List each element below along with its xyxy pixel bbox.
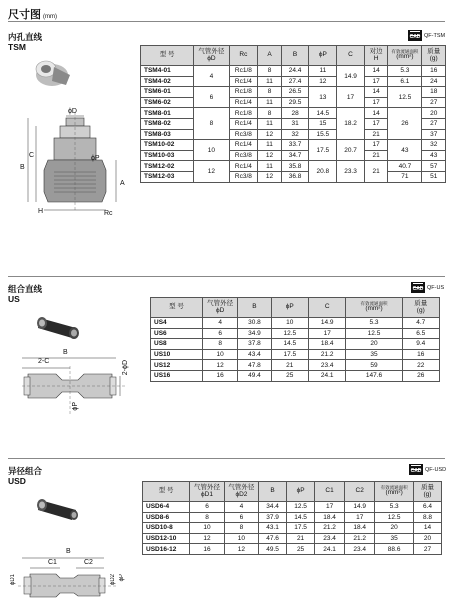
table-cell: Rc3/8 xyxy=(229,129,258,140)
model-cell: TSM4-02 xyxy=(141,76,194,87)
table-cell: 10 xyxy=(190,523,224,534)
table-cell: 6 xyxy=(194,87,229,108)
table-cell: 12.5 xyxy=(388,87,422,108)
tsm-title-cn: 内孔直线 xyxy=(8,32,43,42)
usd-dim-B: B xyxy=(66,548,71,555)
model-cell: TSM4-01 xyxy=(141,66,194,77)
table-cell: 10 xyxy=(194,140,229,161)
table-row xyxy=(141,171,446,182)
table-cell: 14.9 xyxy=(337,66,365,87)
table-cell: 26 xyxy=(402,370,439,381)
table-cell: 17 xyxy=(309,328,346,339)
table-header-row xyxy=(151,298,440,318)
table-cell: 43.4 xyxy=(238,349,271,360)
tsm-cad-label: QF-TSM xyxy=(424,32,446,39)
table-cell: 11 xyxy=(258,97,281,108)
table-cell: 31 xyxy=(281,118,309,129)
table-cell: 26.5 xyxy=(281,87,309,98)
table-cell: 27 xyxy=(413,544,441,555)
table-cell: 27.4 xyxy=(281,76,309,87)
table-cell: 33.7 xyxy=(281,140,309,151)
table-cell: 15 xyxy=(309,118,337,129)
table-cell: 34.7 xyxy=(281,150,309,161)
model-cell: US12 xyxy=(151,360,203,371)
model-cell: TSM6-02 xyxy=(141,97,194,108)
table-cell: 34.4 xyxy=(259,502,287,513)
model-cell: US8 xyxy=(151,339,203,350)
table-cell: 11 xyxy=(258,76,281,87)
table-row xyxy=(141,87,446,98)
table-cell: 25 xyxy=(287,544,315,555)
usd-table xyxy=(142,481,442,555)
tsm-dim-H: H xyxy=(38,208,44,215)
col-header: Rc xyxy=(229,46,258,66)
table-cell: 17 xyxy=(337,87,365,108)
table-row xyxy=(141,76,446,87)
table-cell: 21 xyxy=(364,161,387,182)
usd-cad-label: QF-USD xyxy=(425,466,447,473)
table-cell: 147.6 xyxy=(346,370,402,381)
table-cell: 20.7 xyxy=(337,140,365,161)
table-row xyxy=(143,533,442,544)
cad-icon: CAD xyxy=(411,282,425,293)
table-cell: 43.1 xyxy=(259,523,287,534)
table-cell: 47.6 xyxy=(259,533,287,544)
table-row xyxy=(151,339,440,350)
table-cell: 10 xyxy=(224,533,258,544)
table-cell: 28 xyxy=(281,108,309,119)
title-rule xyxy=(8,21,445,22)
col-header: ϕP xyxy=(309,46,337,66)
table-cell: 43 xyxy=(388,140,422,161)
section-rule-2 xyxy=(8,458,445,459)
table-cell: 18 xyxy=(422,87,446,98)
table-cell: 17.5 xyxy=(309,140,337,161)
col-header: B xyxy=(238,298,271,318)
table-cell: 21.2 xyxy=(309,349,346,360)
col-header: 有效流通面积 (mm²) xyxy=(375,482,414,502)
table-row xyxy=(151,370,440,381)
table-cell: 26 xyxy=(388,108,422,140)
col-header: 有效流通面积 (mm²) xyxy=(346,298,402,318)
table-cell: 5.3 xyxy=(375,502,414,513)
table-cell: 88.6 xyxy=(375,544,414,555)
usd-photo xyxy=(36,494,82,524)
table-cell: 12 xyxy=(258,150,281,161)
table-cell: Rc1/4 xyxy=(229,97,258,108)
table-cell: 21.2 xyxy=(345,533,375,544)
table-cell: 16 xyxy=(190,544,224,555)
model-cell: TSM12-03 xyxy=(141,171,194,182)
table-cell: 10 xyxy=(271,318,308,329)
table-cell: 6 xyxy=(224,512,258,523)
table-cell: 21 xyxy=(271,360,308,371)
us-dim-phiP: ϕP xyxy=(72,402,79,411)
model-cell: USD8-6 xyxy=(143,512,190,523)
table-cell: Rc3/8 xyxy=(229,150,258,161)
col-header: 型 号 xyxy=(151,298,203,318)
table-cell: 40.7 xyxy=(388,161,422,172)
table-cell: 59 xyxy=(346,360,402,371)
col-header: 型 号 xyxy=(141,46,194,66)
col-header: 气管外径 ϕD2 xyxy=(224,482,258,502)
tsm-dim-phiD: ϕD xyxy=(68,108,77,115)
table-row xyxy=(151,328,440,339)
table-cell: 23.4 xyxy=(345,544,375,555)
table-cell: 21 xyxy=(287,533,315,544)
model-cell: TSM10-03 xyxy=(141,150,194,161)
table-cell: 17 xyxy=(315,502,345,513)
table-cell: 24.4 xyxy=(281,66,309,77)
tsm-dim-C: C xyxy=(29,152,35,159)
table-cell: 21 xyxy=(364,150,387,161)
table-cell: 12 xyxy=(202,360,237,371)
table-cell: 18.4 xyxy=(309,339,346,350)
table-cell: 14.5 xyxy=(309,108,337,119)
tsm-dim-A: A xyxy=(120,180,125,187)
model-cell: USD10-8 xyxy=(143,523,190,534)
usd-title-en: USD xyxy=(8,476,26,486)
table-cell: 20 xyxy=(375,523,414,534)
table-cell: 8 xyxy=(190,512,224,523)
table-cell: 5.3 xyxy=(388,66,422,77)
table-cell: 35.8 xyxy=(281,161,309,172)
table-cell: 18.4 xyxy=(345,523,375,534)
table-cell: 14.5 xyxy=(287,512,315,523)
us-cad-label: QF-US xyxy=(427,284,445,291)
table-cell: 24 xyxy=(422,76,446,87)
table-cell: 6 xyxy=(190,502,224,513)
usd-dim-C1: C1 xyxy=(48,559,57,566)
tsm-table xyxy=(140,45,446,183)
model-cell: USD6-4 xyxy=(143,502,190,513)
col-header: ϕP xyxy=(271,298,308,318)
cad-icon: CAD xyxy=(409,464,423,475)
table-cell: 12 xyxy=(224,544,258,555)
us-table xyxy=(150,297,440,382)
table-row xyxy=(141,108,446,119)
us-dim-2phiD: 2-ϕD xyxy=(122,360,129,376)
table-cell: Rc1/4 xyxy=(229,140,258,151)
table-cell: 8.8 xyxy=(413,512,441,523)
table-cell: 36.8 xyxy=(281,171,309,182)
table-row xyxy=(141,140,446,151)
table-cell: 22 xyxy=(402,360,439,371)
table-cell: 37 xyxy=(422,129,446,140)
table-cell: 20 xyxy=(413,533,441,544)
table-cell: 10 xyxy=(202,349,237,360)
table-cell: 14 xyxy=(364,108,387,119)
page-unit: (mm) xyxy=(43,14,57,20)
table-cell: 20 xyxy=(422,108,446,119)
col-header: 对边 H xyxy=(364,46,387,66)
model-cell: US16 xyxy=(151,370,203,381)
table-cell: 43 xyxy=(422,150,446,161)
table-cell: 57 xyxy=(422,161,446,172)
table-cell: 12 xyxy=(258,171,281,182)
table-cell: Rc1/8 xyxy=(229,66,258,77)
table-cell: 14.9 xyxy=(345,502,375,513)
table-row xyxy=(151,318,440,329)
table-cell: 6.1 xyxy=(388,76,422,87)
col-header: 气管外径 ϕD xyxy=(194,46,229,66)
tsm-dim-phiP: ϕP xyxy=(91,155,100,162)
us-photo xyxy=(36,312,82,342)
table-cell: 24.1 xyxy=(309,370,346,381)
table-cell: 12.5 xyxy=(287,502,315,513)
table-cell: Rc3/8 xyxy=(229,171,258,182)
col-header: 有效流通面积 (mm²) xyxy=(388,46,422,66)
table-cell: 12.5 xyxy=(375,512,414,523)
table-cell: 15.5 xyxy=(309,129,337,140)
table-cell: Rc1/4 xyxy=(229,76,258,87)
col-header: 质量 (g) xyxy=(402,298,439,318)
col-header: 质量 (g) xyxy=(413,482,441,502)
table-cell: Rc1/4 xyxy=(229,118,258,129)
col-header: B xyxy=(281,46,309,66)
table-cell: 17.5 xyxy=(287,523,315,534)
table-cell: Rc1/4 xyxy=(229,161,258,172)
table-cell: 17 xyxy=(364,97,387,108)
table-row xyxy=(143,502,442,513)
table-cell: 21.2 xyxy=(315,523,345,534)
table-row xyxy=(143,544,442,555)
table-cell: 51 xyxy=(422,171,446,182)
tsm-photo xyxy=(32,55,76,93)
model-cell: US6 xyxy=(151,328,203,339)
us-title-cn: 组合直线 xyxy=(8,284,43,294)
table-cell: 16 xyxy=(402,349,439,360)
table-cell: 16 xyxy=(422,66,446,77)
table-row xyxy=(151,360,440,371)
table-cell: 11 xyxy=(309,66,337,77)
table-cell: 71 xyxy=(388,171,422,182)
table-cell: 11 xyxy=(258,161,281,172)
table-cell: 8 xyxy=(224,523,258,534)
model-cell: USD12-10 xyxy=(143,533,190,544)
section-rule-1 xyxy=(8,276,445,277)
table-cell: 29.5 xyxy=(281,97,309,108)
col-header: 质量 (g) xyxy=(422,46,446,66)
table-cell: 8 xyxy=(258,66,281,77)
table-cell: 12 xyxy=(190,533,224,544)
usd-dim-phiD1: ϕD1 xyxy=(10,574,16,586)
col-header: A xyxy=(258,46,281,66)
model-cell: TSM8-01 xyxy=(141,108,194,119)
table-cell: 30.8 xyxy=(238,318,271,329)
table-cell: 17 xyxy=(364,118,387,129)
model-cell: TSM8-03 xyxy=(141,129,194,140)
us-dim-B: B xyxy=(63,349,68,356)
table-cell: 37.9 xyxy=(259,512,287,523)
col-header: 气管外径 ϕD xyxy=(202,298,237,318)
table-cell: 18.4 xyxy=(315,512,345,523)
table-cell: 17 xyxy=(364,140,387,151)
usd-cad-badge[interactable] xyxy=(409,464,446,475)
table-cell: 20 xyxy=(346,339,402,350)
table-cell: 12 xyxy=(309,76,337,87)
table-cell: 25 xyxy=(271,370,308,381)
table-row xyxy=(151,349,440,360)
table-cell: 12.5 xyxy=(346,328,402,339)
table-cell: 17 xyxy=(364,76,387,87)
col-header: B xyxy=(259,482,287,502)
model-cell: TSM12-02 xyxy=(141,161,194,172)
tsm-cad-badge[interactable] xyxy=(408,30,445,41)
table-cell: 6 xyxy=(202,328,237,339)
table-cell: 6.5 xyxy=(402,328,439,339)
table-cell: 20.8 xyxy=(309,161,337,182)
col-header: ϕP xyxy=(287,482,315,502)
col-header: 气管外径 ϕD1 xyxy=(190,482,224,502)
us-cad-badge[interactable] xyxy=(411,282,444,293)
table-cell: 17.5 xyxy=(271,349,308,360)
table-cell: 27 xyxy=(422,118,446,129)
table-cell: 34.9 xyxy=(238,328,271,339)
table-cell: 37.8 xyxy=(238,339,271,350)
col-header: C xyxy=(309,298,346,318)
table-cell: 23.4 xyxy=(315,533,345,544)
table-cell: 8 xyxy=(258,108,281,119)
table-cell: 6.4 xyxy=(413,502,441,513)
table-cell: 9.4 xyxy=(402,339,439,350)
table-cell: 12.5 xyxy=(271,328,308,339)
table-cell: 4.7 xyxy=(402,318,439,329)
us-title-en: US xyxy=(8,294,20,304)
tsm-dim-Rc: Rc xyxy=(104,210,113,217)
table-cell: 5.3 xyxy=(346,318,402,329)
table-cell: 4 xyxy=(202,318,237,329)
table-cell: 16 xyxy=(202,370,237,381)
table-row xyxy=(143,512,442,523)
table-cell: 14 xyxy=(364,87,387,98)
table-cell: 21 xyxy=(364,129,387,140)
table-cell: 49.4 xyxy=(238,370,271,381)
table-cell: 49.5 xyxy=(259,544,287,555)
table-cell: 32 xyxy=(281,129,309,140)
table-cell: 12 xyxy=(194,161,229,182)
usd-drawing xyxy=(16,556,120,606)
page-title: 尺寸图 (mm) xyxy=(8,9,57,21)
tsm-dim-B: B xyxy=(20,164,25,171)
col-header: C xyxy=(337,46,365,66)
table-cell: 14.5 xyxy=(271,339,308,350)
us-dim-2C: 2-C xyxy=(38,358,50,365)
table-cell: 11 xyxy=(258,140,281,151)
cad-icon: CAD xyxy=(408,30,422,41)
col-header: C2 xyxy=(345,482,375,502)
usd-dim-phiP: ϕP xyxy=(119,574,125,582)
model-cell: TSM8-02 xyxy=(141,118,194,129)
table-cell: 12 xyxy=(258,129,281,140)
table-row xyxy=(143,523,442,534)
table-cell: 47.8 xyxy=(238,360,271,371)
model-cell: USD16-12 xyxy=(143,544,190,555)
usd-dim-phiD2: ϕD2 xyxy=(110,574,116,586)
table-cell: 18.2 xyxy=(337,108,365,140)
table-cell: 14.9 xyxy=(309,318,346,329)
model-cell: US10 xyxy=(151,349,203,360)
model-cell: TSM10-02 xyxy=(141,140,194,151)
table-row xyxy=(141,66,446,77)
table-cell: 4 xyxy=(194,66,229,87)
table-cell: 4 xyxy=(224,502,258,513)
table-row xyxy=(141,161,446,172)
table-cell: 23.4 xyxy=(309,360,346,371)
table-cell: 27 xyxy=(422,97,446,108)
table-cell: 17 xyxy=(345,512,375,523)
table-cell: 35 xyxy=(375,533,414,544)
table-cell: 8 xyxy=(202,339,237,350)
table-cell: 11 xyxy=(258,118,281,129)
table-cell: 35 xyxy=(346,349,402,360)
tsm-drawing xyxy=(24,110,136,222)
table-cell: Rc1/8 xyxy=(229,108,258,119)
table-cell: 13 xyxy=(309,87,337,108)
table-cell: Rc1/8 xyxy=(229,87,258,98)
table-header-row xyxy=(141,46,446,66)
model-cell: US4 xyxy=(151,318,203,329)
tsm-title-en: TSM xyxy=(8,42,26,52)
table-cell: 14 xyxy=(413,523,441,534)
table-cell: 14 xyxy=(364,66,387,77)
table-cell: 24.1 xyxy=(315,544,345,555)
table-cell: 32 xyxy=(422,140,446,151)
col-header: 型 号 xyxy=(143,482,190,502)
model-cell: TSM6-01 xyxy=(141,87,194,98)
col-header: C1 xyxy=(315,482,345,502)
usd-title-cn: 异径组合 xyxy=(8,466,43,476)
usd-dim-C2: C2 xyxy=(84,559,93,566)
table-header-row xyxy=(143,482,442,502)
table-cell: 23.3 xyxy=(337,161,365,182)
table-cell: 8 xyxy=(258,87,281,98)
table-cell: 8 xyxy=(194,108,229,140)
